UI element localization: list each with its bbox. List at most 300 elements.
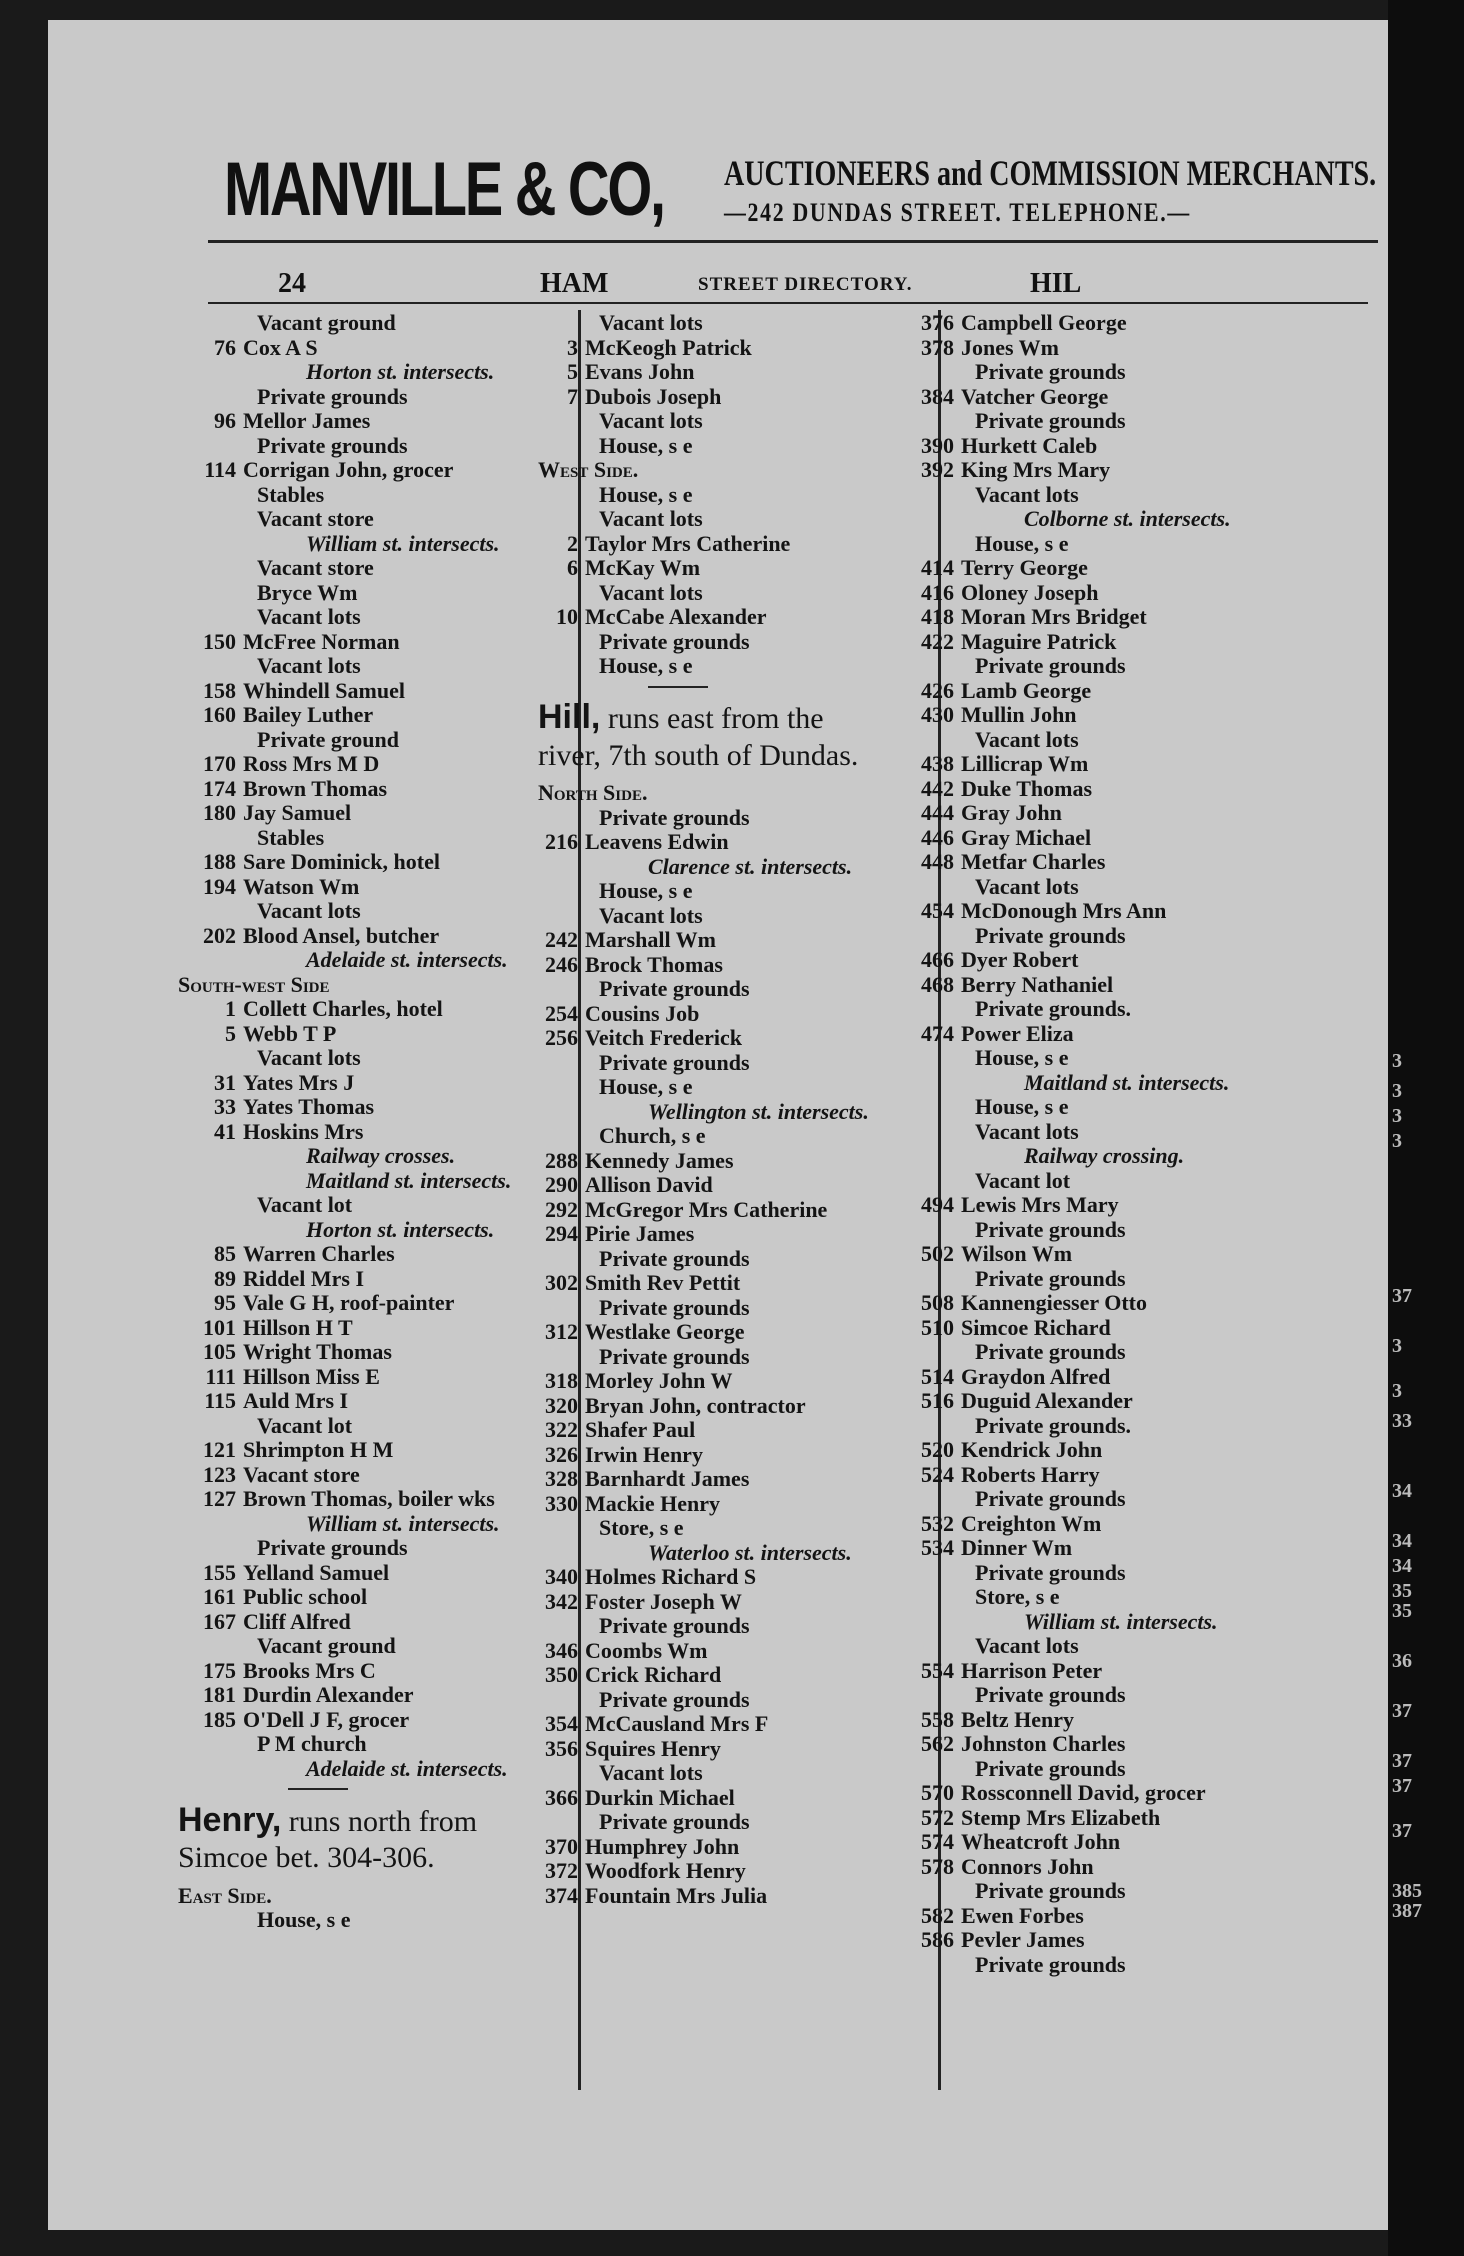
next-page-fragment: 37 bbox=[1392, 1820, 1412, 1842]
occupant-name: Cox A S bbox=[243, 334, 318, 360]
directory-entry bbox=[896, 1192, 1119, 1218]
house-number: 378 bbox=[921, 334, 954, 360]
directory-entry bbox=[178, 751, 379, 777]
house-number: 444 bbox=[921, 800, 954, 825]
next-page-fragment: 37 bbox=[1392, 1700, 1412, 1722]
intersection-note: William st. intersects. bbox=[306, 1510, 500, 1536]
directory-entry bbox=[896, 1805, 1160, 1831]
directory-entry bbox=[178, 678, 405, 704]
house-number: 167 bbox=[203, 1608, 236, 1634]
directory-entry bbox=[178, 1388, 348, 1414]
occupant-name: Coombs Wm bbox=[585, 1637, 708, 1663]
occupant-name: Vacant lot bbox=[257, 1412, 353, 1438]
occupant-name: Leavens Edwin bbox=[585, 829, 729, 855]
occupant-name: Yelland Samuel bbox=[243, 1559, 390, 1585]
occupant-name: Private grounds bbox=[975, 1682, 1126, 1707]
house-number: 246 bbox=[545, 951, 578, 977]
house-number: 454 bbox=[921, 898, 954, 923]
intersection-note: Adelaide st. intersects. bbox=[306, 1755, 508, 1781]
occupant-name: Vacant lot bbox=[257, 1192, 353, 1217]
occupant-name: Vacant lots bbox=[257, 1045, 361, 1070]
house-number: 384 bbox=[921, 383, 954, 409]
street-description: runs east from the river, 7th south of Dundas. bbox=[538, 702, 859, 772]
occupant-name: Terry George bbox=[961, 555, 1088, 580]
directory-entry bbox=[896, 1168, 1070, 1194]
directory-entry bbox=[538, 1736, 721, 1762]
next-page-fragment: 3 bbox=[1392, 1105, 1402, 1127]
directory-entry bbox=[896, 1878, 1126, 1904]
directory-entry bbox=[538, 1687, 750, 1713]
occupant-name: Durkin Michael bbox=[585, 1784, 735, 1810]
house-number: 582 bbox=[921, 1902, 954, 1928]
house-number: 254 bbox=[545, 1000, 578, 1026]
house-number: 446 bbox=[921, 824, 954, 850]
occupant-name: Hurkett Caleb bbox=[961, 432, 1098, 458]
directory-entry bbox=[896, 531, 1069, 557]
next-page-fragment: 34 bbox=[1392, 1555, 1412, 1577]
house-number: 430 bbox=[921, 702, 954, 727]
occupant-name: Cousins Job bbox=[585, 1000, 700, 1026]
occupant-name: Beltz Henry bbox=[961, 1706, 1075, 1732]
occupant-name: Collett Charles, hotel bbox=[243, 996, 443, 1021]
directory-entry bbox=[178, 923, 439, 949]
directory-entry bbox=[538, 1344, 750, 1370]
directory-entry bbox=[896, 678, 1091, 704]
directory-entry bbox=[178, 310, 396, 336]
occupant-name: Lewis Mrs Mary bbox=[961, 1192, 1119, 1217]
directory-entry bbox=[896, 1829, 1120, 1855]
occupant-name: Hillson H T bbox=[243, 1314, 353, 1340]
occupant-name: Campbell George bbox=[961, 310, 1127, 335]
house-number: 570 bbox=[921, 1780, 954, 1805]
directory-entry bbox=[178, 1633, 396, 1659]
directory-entry bbox=[538, 976, 750, 1002]
directory-entry bbox=[896, 751, 1088, 777]
directory-entry bbox=[896, 1535, 1072, 1561]
occupant-name: Maguire Patrick bbox=[961, 628, 1117, 654]
directory-entry bbox=[896, 849, 1105, 875]
directory-entry bbox=[896, 825, 1091, 851]
directory-entry bbox=[896, 1952, 1126, 1978]
next-page-fragment: 34 bbox=[1392, 1530, 1412, 1552]
occupant-name: Vacant lots bbox=[257, 604, 361, 629]
occupant-name: Dyer Robert bbox=[961, 947, 1079, 972]
next-page-fragment: 3 bbox=[1392, 1130, 1402, 1152]
next-page-fragment: 3 bbox=[1392, 1080, 1402, 1102]
occupant-name: House, s e bbox=[257, 1907, 351, 1933]
occupant-name: Yates Thomas bbox=[243, 1094, 375, 1119]
occupant-name: Duke Thomas bbox=[961, 775, 1093, 801]
directory-entry bbox=[178, 1070, 354, 1096]
side-label: South-west Side bbox=[178, 971, 330, 997]
intersection-note: Clarence st. intersects. bbox=[648, 853, 853, 879]
house-number: 161 bbox=[203, 1584, 236, 1609]
directory-entry bbox=[896, 1682, 1126, 1708]
directory-entry bbox=[538, 580, 703, 606]
house-number: 426 bbox=[921, 677, 954, 703]
occupant-name: Sare Dominick, hotel bbox=[243, 849, 440, 874]
directory-entry bbox=[538, 805, 750, 831]
house-number: 256 bbox=[545, 1025, 578, 1051]
occupant-name: Gray Michael bbox=[961, 824, 1092, 850]
directory-entry bbox=[178, 996, 443, 1022]
occupant-name: Ross Mrs M D bbox=[243, 751, 380, 776]
occupant-name: Bryan John, contractor bbox=[585, 1392, 806, 1418]
intersection-note: Waterloo st. intersects. bbox=[648, 1539, 852, 1565]
directory-entry bbox=[896, 384, 1108, 410]
directory-entry bbox=[538, 653, 693, 679]
directory-entry bbox=[538, 1638, 707, 1664]
occupant-name: Vacant lot bbox=[975, 1167, 1071, 1193]
directory-entry bbox=[538, 1197, 827, 1223]
house-number: 7 bbox=[567, 383, 578, 409]
banner-company-name: MANVILLE & CO, bbox=[224, 147, 664, 232]
directory-entry bbox=[896, 1290, 1147, 1316]
house-number: 494 bbox=[921, 1192, 954, 1217]
occupant-name: Vacant store bbox=[257, 506, 374, 531]
occupant-name: House, s e bbox=[599, 432, 693, 458]
directory-entry bbox=[896, 1707, 1074, 1733]
house-number: 242 bbox=[545, 927, 578, 953]
directory-entry bbox=[896, 1486, 1126, 1512]
directory-entry bbox=[538, 1417, 695, 1443]
house-number: 516 bbox=[921, 1388, 954, 1413]
occupant-name: Dinner Wm bbox=[961, 1535, 1073, 1560]
house-number: 318 bbox=[545, 1368, 578, 1394]
directory-entry bbox=[178, 629, 400, 655]
next-page-fragment: 387 bbox=[1392, 1900, 1422, 1922]
house-number: 175 bbox=[203, 1657, 236, 1683]
directory-entry bbox=[538, 604, 766, 630]
occupant-name: Brock Thomas bbox=[585, 951, 723, 977]
occupant-name: Wilson Wm bbox=[961, 1241, 1073, 1266]
directory-entry bbox=[896, 702, 1077, 728]
directory-entry bbox=[178, 1266, 364, 1292]
house-number: 376 bbox=[921, 310, 954, 335]
occupant-name: Duguid Alexander bbox=[961, 1388, 1133, 1413]
occupant-name: Private grounds bbox=[599, 1686, 750, 1712]
directory-entry bbox=[896, 727, 1079, 753]
directory-entry bbox=[538, 1883, 767, 1909]
house-number: 346 bbox=[545, 1637, 578, 1663]
house-number: 370 bbox=[545, 1833, 578, 1859]
next-page-fragment: 385 bbox=[1392, 1880, 1422, 1902]
occupant-name: House, s e bbox=[599, 481, 693, 507]
house-number: 468 bbox=[921, 971, 954, 997]
house-number: 326 bbox=[545, 1441, 578, 1467]
occupant-name: Holmes Richard S bbox=[585, 1564, 757, 1590]
directory-entry bbox=[896, 359, 1126, 385]
house-number: 510 bbox=[921, 1314, 954, 1340]
occupant-name: Vacant lots bbox=[599, 310, 703, 335]
occupant-name: Vacant lots bbox=[975, 1633, 1079, 1658]
directory-entry bbox=[538, 829, 729, 855]
house-number: 158 bbox=[203, 677, 236, 703]
intersection-note: Maitland st. intersects. bbox=[1024, 1069, 1230, 1095]
directory-entry bbox=[538, 1246, 750, 1272]
directory-entry bbox=[178, 555, 374, 581]
house-number: 76 bbox=[214, 334, 236, 360]
house-number: 170 bbox=[203, 751, 236, 776]
house-number: 105 bbox=[203, 1339, 236, 1364]
occupant-name: Barnhardt James bbox=[585, 1466, 750, 1492]
house-number: 180 bbox=[203, 800, 236, 825]
directory-entry bbox=[178, 1535, 408, 1561]
directory-entry bbox=[178, 1437, 393, 1463]
directory-entry bbox=[178, 1045, 361, 1071]
house-number: 586 bbox=[921, 1927, 954, 1952]
directory-entry bbox=[896, 1388, 1133, 1414]
occupant-name: Bryce Wm bbox=[257, 579, 358, 605]
house-number: 174 bbox=[203, 775, 236, 801]
directory-entry bbox=[896, 898, 1166, 924]
occupant-name: P M church bbox=[257, 1731, 367, 1756]
house-number: 31 bbox=[214, 1069, 236, 1095]
occupant-name: Wright Thomas bbox=[243, 1339, 392, 1364]
occupant-name: Dubois Joseph bbox=[585, 383, 722, 409]
directory-entry bbox=[538, 1662, 721, 1688]
occupant-name: Vacant lots bbox=[599, 902, 703, 928]
directory-entry bbox=[896, 1364, 1110, 1390]
next-page-fragment: 37 bbox=[1392, 1285, 1412, 1307]
directory-entry bbox=[538, 1025, 742, 1051]
directory-entry bbox=[896, 1462, 1100, 1488]
occupant-name: Vacant ground bbox=[257, 310, 396, 335]
occupant-name: Morley John W bbox=[585, 1368, 733, 1394]
occupant-name: House, s e bbox=[599, 878, 693, 904]
advertising-banner bbox=[224, 138, 1377, 248]
occupant-name: Stables bbox=[257, 824, 325, 850]
directory-entry bbox=[538, 408, 703, 434]
directory-entry bbox=[896, 482, 1079, 508]
occupant-name: Private grounds bbox=[599, 976, 750, 1002]
intersection-note: William st. intersects. bbox=[306, 530, 500, 556]
occupant-name: Hillson Miss E bbox=[243, 1363, 380, 1389]
directory-entry bbox=[178, 1315, 353, 1341]
directory-entry bbox=[896, 629, 1116, 655]
occupant-name: McGregor Mrs Catherine bbox=[585, 1196, 828, 1222]
directory-entry bbox=[538, 1148, 734, 1174]
occupant-name: McCabe Alexander bbox=[585, 604, 767, 629]
street-name: Hill, bbox=[538, 698, 601, 737]
banner-business-line: AUCTIONEERS and COMMISSION MERCHANTS. bbox=[724, 153, 1377, 193]
occupant-name: Private grounds bbox=[975, 1878, 1126, 1903]
directory-entry bbox=[896, 1560, 1126, 1586]
directory-entry bbox=[538, 359, 694, 385]
occupant-name: House, s e bbox=[975, 1045, 1069, 1070]
occupant-name: Graydon Alfred bbox=[961, 1363, 1111, 1389]
directory-entry bbox=[896, 1266, 1126, 1292]
occupant-name: Fountain Mrs Julia bbox=[585, 1882, 768, 1908]
next-page-fragment: 36 bbox=[1392, 1650, 1412, 1672]
occupant-name: Private grounds bbox=[975, 1755, 1126, 1781]
occupant-name: Roberts Harry bbox=[961, 1461, 1100, 1487]
occupant-name: Private grounds bbox=[599, 1294, 750, 1320]
directory-entry bbox=[178, 482, 324, 508]
house-number: 474 bbox=[921, 1020, 954, 1046]
house-number: 520 bbox=[921, 1437, 954, 1462]
occupant-name: Private grounds bbox=[975, 1951, 1126, 1977]
house-number: 312 bbox=[545, 1319, 578, 1345]
directory-entry bbox=[896, 1780, 1206, 1806]
occupant-name: Kennedy James bbox=[585, 1147, 734, 1173]
occupant-name: Irwin Henry bbox=[585, 1441, 703, 1467]
house-number: 41 bbox=[214, 1118, 236, 1144]
directory-entry bbox=[178, 1707, 409, 1733]
directory-entry bbox=[896, 1756, 1126, 1782]
house-number: 89 bbox=[214, 1265, 236, 1291]
occupant-name: Durdin Alexander bbox=[243, 1682, 414, 1707]
directory-entry bbox=[896, 1903, 1084, 1929]
occupant-name: Private grounds bbox=[975, 1486, 1126, 1511]
house-number: 85 bbox=[214, 1241, 236, 1266]
street-description: runs north from Simcoe bet. 304-306. bbox=[178, 1804, 478, 1875]
directory-entry bbox=[896, 1339, 1126, 1365]
directory-entry bbox=[178, 874, 359, 900]
header-rule bbox=[208, 240, 1378, 243]
directory-entry bbox=[896, 923, 1126, 949]
occupant-name: McDonough Mrs Ann bbox=[961, 898, 1167, 923]
occupant-name: Creighton Wm bbox=[961, 1510, 1102, 1536]
directory-entry bbox=[178, 653, 361, 679]
occupant-name: Westlake George bbox=[585, 1319, 745, 1345]
house-number: 330 bbox=[545, 1490, 578, 1516]
directory-entry bbox=[178, 1658, 376, 1684]
occupant-name: Lillicrap Wm bbox=[961, 751, 1089, 776]
directory-entry bbox=[896, 457, 1110, 483]
directory-entry bbox=[538, 531, 790, 557]
house-number: 115 bbox=[204, 1388, 236, 1413]
directory-entry bbox=[178, 1290, 454, 1316]
next-page-fragment: 35 bbox=[1392, 1600, 1412, 1622]
house-number: 10 bbox=[556, 604, 578, 629]
house-number: 508 bbox=[921, 1290, 954, 1315]
intersection-note: Horton st. intersects. bbox=[306, 1216, 495, 1242]
house-number: 302 bbox=[545, 1270, 578, 1296]
occupant-name: Watson Wm bbox=[243, 873, 360, 899]
house-number: 6 bbox=[567, 555, 578, 580]
occupant-name: Warren Charles bbox=[243, 1241, 395, 1266]
house-number: 418 bbox=[921, 604, 954, 629]
house-number: 1 bbox=[225, 996, 236, 1021]
occupant-name: Private grounds bbox=[599, 1245, 750, 1271]
occupant-name: Jay Samuel bbox=[243, 800, 352, 825]
directory-entry bbox=[896, 580, 1099, 606]
occupant-name: Allison David bbox=[585, 1172, 713, 1198]
occupant-name: Private grounds bbox=[975, 408, 1126, 433]
directory-entry bbox=[538, 1858, 746, 1884]
directory-entry bbox=[178, 1560, 389, 1586]
directory-entry bbox=[538, 555, 700, 581]
next-page-fragment: 34 bbox=[1392, 1480, 1412, 1502]
house-number: 390 bbox=[921, 432, 954, 458]
occupant-name: Metfar Charles bbox=[961, 849, 1106, 874]
house-number: 292 bbox=[545, 1196, 578, 1222]
occupant-name: Gray John bbox=[961, 800, 1062, 825]
section-rule bbox=[648, 686, 708, 688]
directory-entry bbox=[896, 1315, 1111, 1341]
occupant-name: Vale G H, roof-painter bbox=[243, 1290, 455, 1315]
house-number: 554 bbox=[921, 1657, 954, 1683]
occupant-name: Bailey Luther bbox=[243, 702, 374, 727]
house-number: 524 bbox=[921, 1461, 954, 1487]
directory-entry bbox=[896, 310, 1127, 336]
occupant-name: Moran Mrs Bridget bbox=[961, 604, 1147, 629]
directory-entry bbox=[538, 1834, 739, 1860]
house-number: 121 bbox=[203, 1437, 236, 1462]
occupant-name: Brown Thomas bbox=[243, 775, 388, 801]
occupant-name: Rossconnell David, grocer bbox=[961, 1780, 1206, 1805]
house-number: 95 bbox=[214, 1290, 236, 1315]
directory-entry bbox=[178, 702, 373, 728]
directory-entry bbox=[538, 1074, 693, 1100]
occupant-name: Smith Rev Pettit bbox=[585, 1270, 741, 1296]
directory-entry bbox=[178, 1413, 352, 1439]
occupant-name: Crick Richard bbox=[585, 1662, 722, 1688]
occupant-name: O'Dell J F, grocer bbox=[243, 1706, 410, 1732]
directory-entry bbox=[538, 1295, 750, 1321]
occupant-name: Vacant ground bbox=[257, 1633, 396, 1658]
directory-entry bbox=[538, 1785, 735, 1811]
directory-entry bbox=[178, 384, 408, 410]
house-number: 578 bbox=[921, 1853, 954, 1879]
house-number: 5 bbox=[225, 1020, 236, 1046]
directory-entry bbox=[538, 1270, 740, 1296]
directory-entry bbox=[178, 1119, 363, 1145]
guide-word-right: HIL bbox=[1030, 268, 1082, 299]
directory-page bbox=[48, 20, 1388, 2230]
house-number: 5 bbox=[567, 359, 578, 384]
section-rule bbox=[288, 1788, 348, 1790]
occupant-name: Humphrey John bbox=[585, 1833, 740, 1859]
directory-entry bbox=[538, 1515, 684, 1541]
directory-entry bbox=[896, 1241, 1072, 1267]
occupant-name: Vacant lots bbox=[257, 653, 361, 678]
house-number: 416 bbox=[921, 579, 954, 605]
house-number: 322 bbox=[545, 1417, 578, 1443]
directory-entry bbox=[538, 1050, 750, 1076]
house-number: 294 bbox=[545, 1221, 578, 1247]
running-title: STREET DIRECTORY. bbox=[698, 274, 913, 295]
occupant-name: Berry Nathaniel bbox=[961, 971, 1114, 997]
directory-entry bbox=[178, 1192, 352, 1218]
side-label: West Side. bbox=[538, 457, 639, 482]
house-number: 422 bbox=[921, 628, 954, 654]
directory-entry bbox=[178, 825, 324, 851]
occupant-name: House, s e bbox=[599, 1074, 693, 1100]
house-number: 114 bbox=[204, 457, 236, 482]
occupant-name: Corrigan John, grocer bbox=[243, 457, 454, 482]
directory-entry bbox=[178, 1731, 367, 1757]
occupant-name: Private grounds bbox=[257, 432, 408, 458]
directory-entry bbox=[538, 433, 693, 459]
house-number: 3 bbox=[567, 334, 578, 360]
directory-entry bbox=[896, 653, 1126, 679]
occupant-name: Vacant store bbox=[243, 1461, 360, 1487]
intersection-note: Colborne st. intersects. bbox=[1024, 506, 1231, 531]
occupant-name: McKay Wm bbox=[585, 555, 701, 580]
street-heading bbox=[178, 1800, 508, 1877]
directory-entry bbox=[896, 1217, 1126, 1243]
directory-entry bbox=[896, 1854, 1094, 1880]
directory-entry bbox=[538, 1589, 742, 1615]
occupant-name: Vacant lots bbox=[599, 506, 703, 531]
directory-entry bbox=[896, 1511, 1101, 1537]
occupant-name: Private grounds bbox=[975, 1559, 1126, 1585]
directory-entry bbox=[896, 1021, 1074, 1047]
house-number: 466 bbox=[921, 947, 954, 972]
house-number: 96 bbox=[214, 408, 236, 433]
